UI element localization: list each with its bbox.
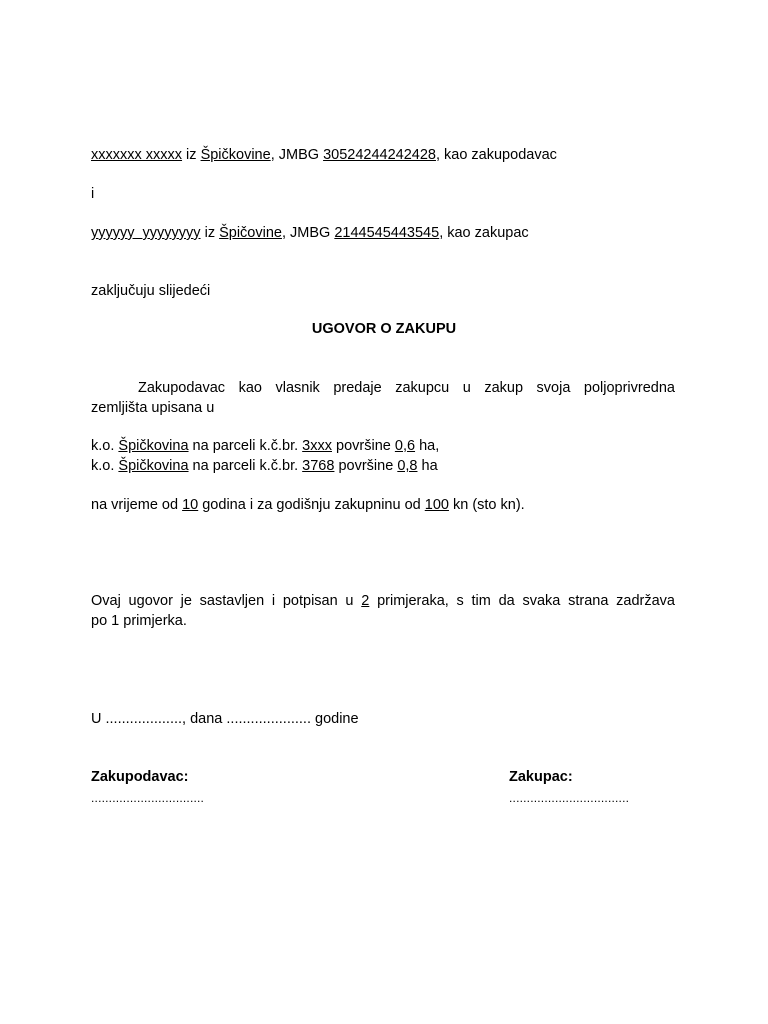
party2-line xyxy=(91,224,529,242)
party2-role: , kao zakupac xyxy=(439,225,529,241)
place-date-line: U ..................., dana ..................... godine xyxy=(91,711,359,727)
parcel-place: Špičkovina xyxy=(118,438,189,454)
parcel-ko: k.o. xyxy=(91,438,119,454)
party2-place: Špičovine xyxy=(219,225,282,241)
party2-jmbg-label: , JMBG xyxy=(281,225,335,241)
conjunction: i xyxy=(91,186,95,202)
term-mid: godina i za godišnju zakupninu od xyxy=(198,497,425,513)
term-amount: 100 xyxy=(424,497,449,513)
parcel-area-label: površine xyxy=(332,438,395,454)
parcel-number: 3768 xyxy=(302,458,335,474)
lessee-label: Zakupac: xyxy=(509,769,573,785)
parcel-area: 0,8 xyxy=(397,458,418,474)
term-years: 10 xyxy=(182,497,199,513)
party1-line xyxy=(91,146,557,164)
party2-iz: iz xyxy=(200,225,220,241)
document-title: UGOVOR O ZAKUPU xyxy=(311,321,457,337)
lessor-signature-line: ................................ xyxy=(91,791,205,805)
parcel-mid: na parceli k.č.br. xyxy=(188,438,303,454)
para1-line2: zemljišta upisana u xyxy=(91,400,215,416)
para1-line1: Zakupodavac kao vlasnik predaje zakupcu u zakup svoja poljoprivredna xyxy=(138,380,675,396)
parcel-area: 0,6 xyxy=(394,438,416,454)
para2-pre: Ovaj ugovor je sastavljen i potpisan u xyxy=(91,593,362,609)
term-line xyxy=(91,496,525,514)
lessor-label: Zakupodavac: xyxy=(91,769,189,785)
party1-role: , kao zakupodavac xyxy=(435,147,557,163)
para2-line1 xyxy=(91,592,675,611)
parcel-area-label: površine xyxy=(334,458,398,474)
party1-jmbg-label: , JMBG xyxy=(270,147,324,163)
party1-place: Špičkovine xyxy=(200,147,271,163)
term-post: kn (sto kn). xyxy=(448,497,525,513)
parcel-mid: na parceli k.č.br. xyxy=(188,458,303,474)
party1-name: xxxxxxx xxxxx xyxy=(91,147,183,163)
para2-post: primjeraka, s tim da svaka strana zadržava xyxy=(369,593,675,609)
party2-name: yyyyyy yyyyyyyy xyxy=(91,225,201,241)
parcel-row xyxy=(91,437,439,455)
parcel-unit: ha, xyxy=(415,438,440,454)
parcel-row xyxy=(91,457,438,475)
para2-line2: po 1 primjerka. xyxy=(91,613,187,629)
parcel-place: Špičkovina xyxy=(118,458,189,474)
intro-text: zaključuju slijedeći xyxy=(91,283,211,299)
parcel-unit: ha xyxy=(417,458,438,474)
party1-jmbg: 30524244242428 xyxy=(323,147,436,163)
party2-jmbg: 2144545443545 xyxy=(334,225,440,241)
party1-iz: iz xyxy=(182,147,201,163)
para2-copies: 2 xyxy=(361,593,370,609)
lessee-signature-line: .................................. xyxy=(509,791,630,805)
term-pre: na vrijeme od xyxy=(91,497,183,513)
parcel-ko: k.o. xyxy=(91,458,119,474)
parcel-number: 3xxx xyxy=(302,438,332,454)
